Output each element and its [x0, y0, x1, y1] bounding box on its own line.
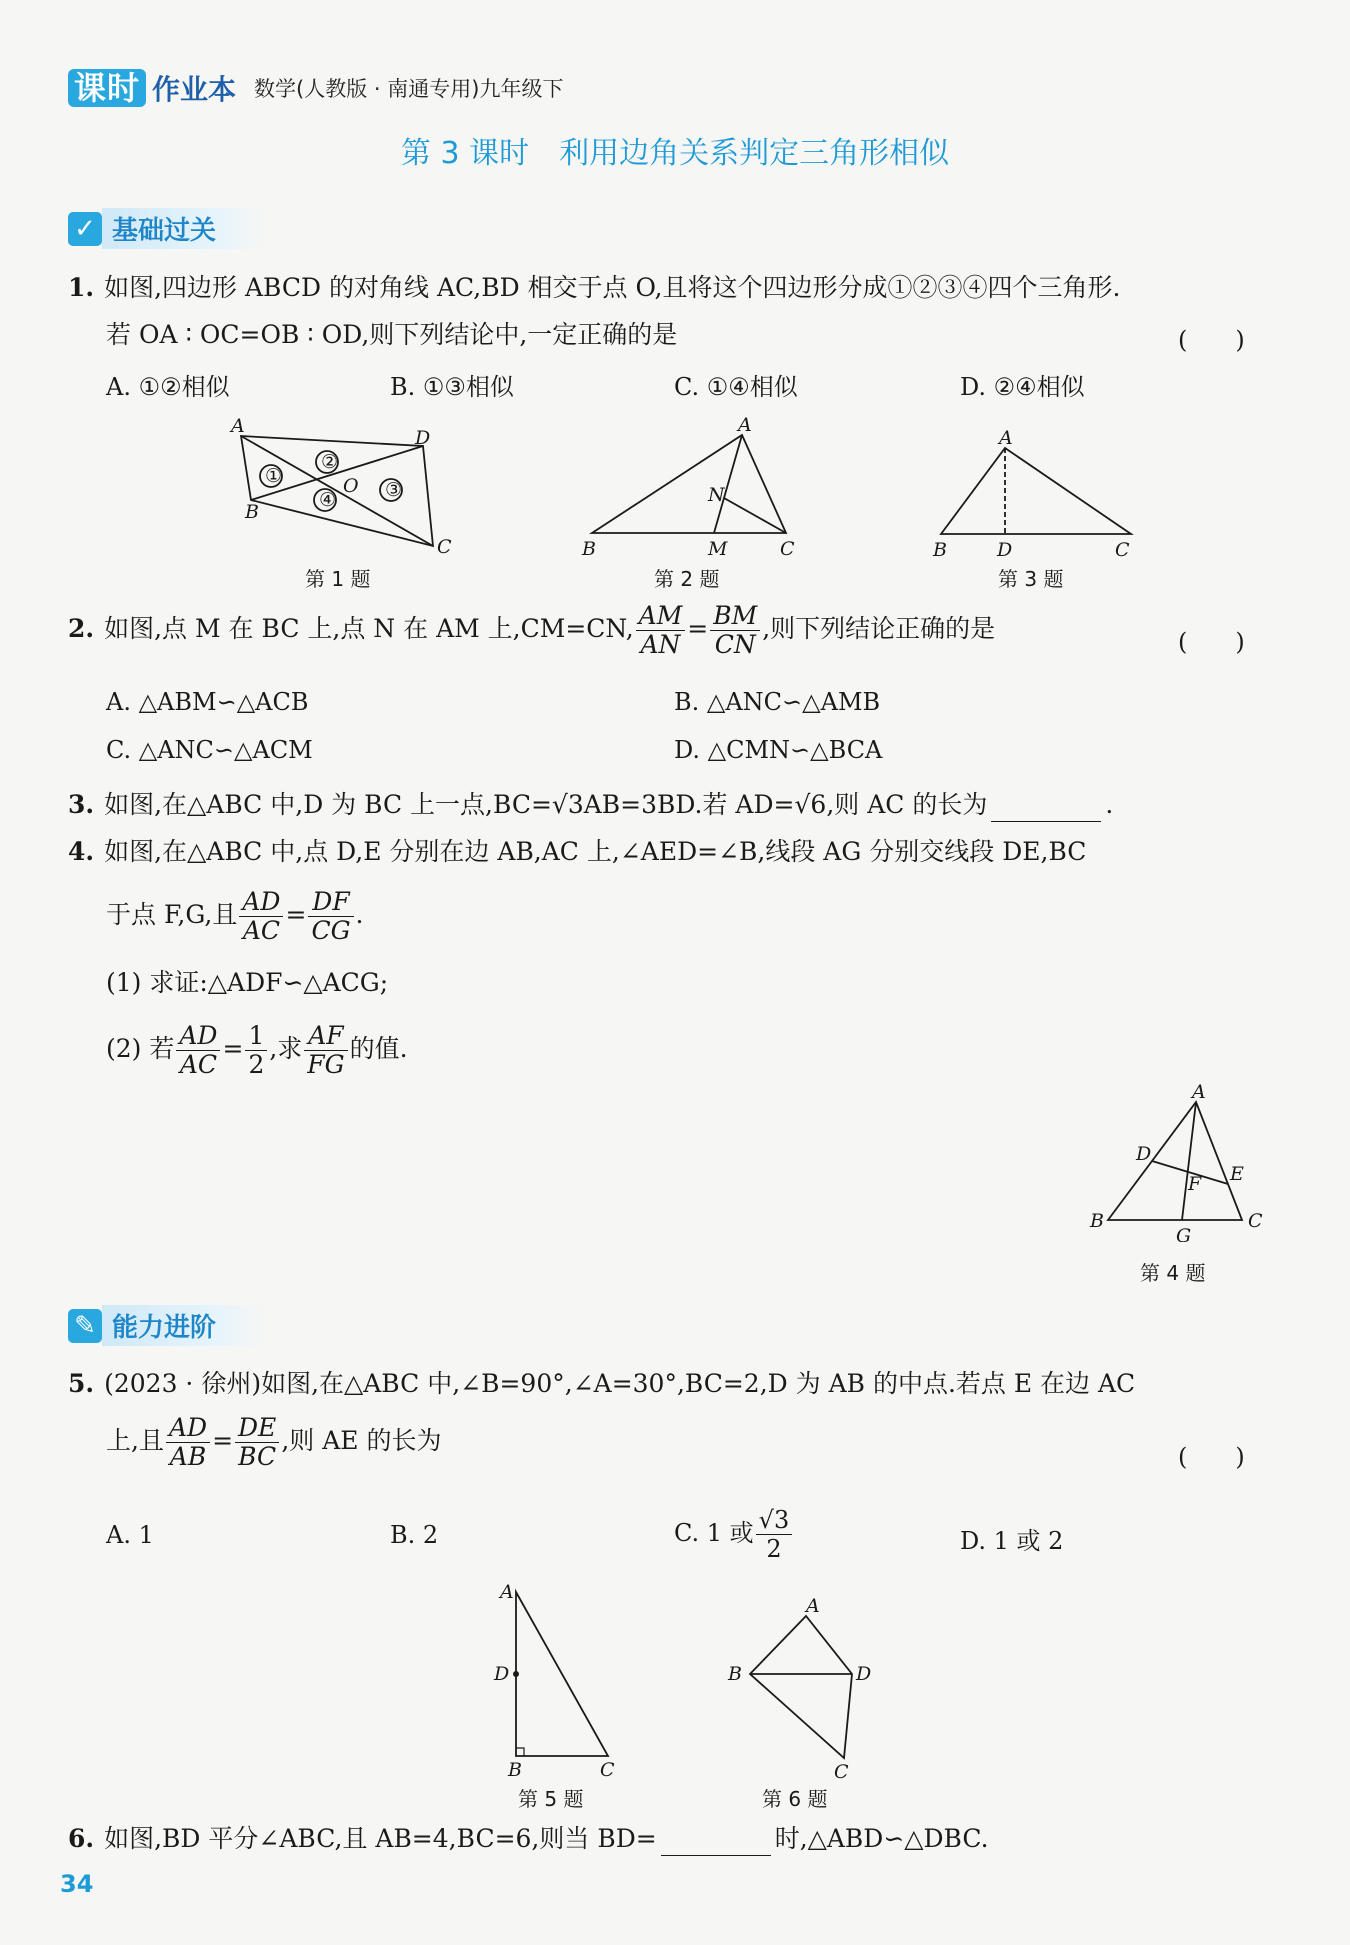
figure-4: [1080, 1082, 1270, 1242]
page-number: 34: [60, 1870, 94, 1898]
fraction-am-an: $\frac{AM}{AN}$: [636, 602, 686, 659]
q2-option-d: D. △CMN∽△BCA: [674, 736, 883, 764]
question-4-part-2: (2) 若 $\frac{AD}{AC}$ = $\frac{1}{2}$ ,求 $\frac{AF}{FG}$ 的值.: [106, 1021, 408, 1079]
label-b: B: [933, 539, 947, 561]
label-o: O: [343, 475, 359, 497]
question-number: 6.: [68, 1824, 95, 1853]
check-icon: ✓: [68, 212, 102, 246]
figure-1-caption: 第 1 题: [305, 567, 371, 591]
section-basic: [68, 208, 266, 249]
label-e: E: [1230, 1163, 1244, 1185]
answer-blank[interactable]: [661, 1829, 771, 1856]
question-number: 3.: [68, 790, 95, 819]
label-c: C: [437, 536, 452, 558]
label-a: A: [500, 1581, 514, 1603]
question-1-line1: 如图,四边形 ABCD 的对角线 AC,BD 相交于点 O,且将这个四边形分成①②③④四个三角形.: [104, 273, 1121, 302]
label-c: C: [780, 538, 795, 560]
question-number: 4.: [68, 837, 95, 866]
question-3-text: 如图,在△ABC 中,D 为 BC 上一点,BC=√3AB=3BD.若 AD=√6,则 AC 的长为: [104, 790, 988, 819]
label-n: N: [708, 484, 725, 506]
subject-label: 数学(人教版 · 南通专用)九年级下: [254, 77, 564, 101]
pencil-icon: ✎: [68, 1309, 102, 1343]
segment-ag: [1182, 1102, 1196, 1220]
question-number: 5.: [68, 1369, 95, 1398]
figure-5: [490, 1580, 630, 1780]
q2-option-b: B. △ANC∽△AMB: [674, 688, 881, 716]
q1-option-d: D. ②④相似: [960, 373, 1085, 401]
label-d: D: [856, 1663, 872, 1685]
figure-3: [925, 422, 1145, 562]
triangle-abc: [941, 448, 1131, 534]
right-angle-mark: [516, 1748, 524, 1756]
q1-option-a: A. ①②相似: [106, 373, 230, 401]
question-6-text: 如图,BD 平分∠ABC,且 AB=4,BC=6,则当 BD=: [104, 1824, 657, 1853]
label-b: B: [508, 1759, 522, 1780]
label-c: C: [834, 1761, 849, 1780]
figure-1: [225, 410, 465, 570]
label-d: D: [415, 427, 431, 449]
label-a: A: [738, 415, 752, 436]
triangle-abc: [1108, 1102, 1242, 1220]
question-4-line1: 如图,在△ABC 中,点 D,E 分别在边 AB,AC 上,∠AED=∠B,线段 AG 分别交线段 DE,BC: [104, 837, 1087, 866]
label-d: D: [494, 1663, 510, 1685]
answer-paren: ( ): [1178, 1443, 1245, 1471]
region-1: ①: [265, 465, 283, 487]
figure-2: [572, 415, 812, 565]
q1-option-c: C. ①④相似: [674, 373, 798, 401]
answer-paren: ( ): [1178, 628, 1245, 656]
label-a: A: [1192, 1082, 1206, 1103]
question-5-line1: (2023 · 徐州)如图,在△ABC 中,∠B=90°,∠A=30°,BC=2,D 为 AB 的中点.若点 E 在边 AC: [104, 1369, 1136, 1398]
q1-option-b: B. ①③相似: [390, 373, 514, 401]
label-d: D: [997, 539, 1013, 561]
section-basic-label: 基础过关: [102, 208, 266, 249]
q5-option-b: B. 2: [390, 1521, 439, 1549]
fraction-ad-ac: $\frac{AD}{AC}$: [176, 1022, 220, 1079]
point-d: [513, 1671, 519, 1677]
label-a: A: [999, 427, 1013, 449]
question-2-text-end: ,则下列结论正确的是: [762, 614, 996, 643]
answer-blank[interactable]: [991, 795, 1101, 822]
fraction-ad-ac: $\frac{AD}{AC}$: [239, 888, 283, 945]
section-advanced: [68, 1305, 266, 1346]
region-3: ③: [385, 479, 403, 501]
label-m: M: [708, 538, 728, 560]
fraction-df-cg: $\frac{DF}{CG}$: [308, 888, 353, 945]
fraction-ad-ab: $\frac{AD}{AB}$: [166, 1414, 210, 1471]
question-2: 2. 如图,点 M 在 BC 上,点 N 在 AM 上,CM=CN, $\frac{AM}{AN}$ = $\frac{BM}{CN}$ ,则下列结论正确的是: [68, 601, 996, 659]
region-4: ④: [319, 489, 337, 511]
question-4-part-1: (1) 求证:△ADF∽△ACG;: [106, 968, 389, 997]
label-d: D: [1136, 1143, 1152, 1165]
question-4: [68, 835, 1268, 869]
label-c: C: [1115, 539, 1130, 561]
figure-4-caption: 第 4 题: [1140, 1261, 1206, 1285]
brand-header: [68, 68, 563, 108]
answer-paren: ( ): [1178, 326, 1245, 354]
label-b: B: [582, 538, 596, 560]
question-1-line2: 若 OA ∶ OC=OB ∶ OD,则下列结论中,一定正确的是: [106, 320, 678, 349]
segment-cn: [724, 498, 786, 533]
label-a: A: [806, 1595, 820, 1617]
fraction-bm-cn: $\frac{BM}{CN}$: [710, 602, 760, 659]
question-2-text: 如图,点 M 在 BC 上,点 N 在 AM 上,CM=CN,: [104, 614, 634, 643]
region-2: ②: [321, 451, 339, 473]
triangle-abc: [516, 1592, 608, 1756]
question-5-line2: 上,且 $\frac{AD}{AB}$ = $\frac{DE}{BC}$ ,则 AE 的长为: [106, 1413, 442, 1471]
label-g: G: [1176, 1225, 1192, 1242]
figure-6-caption: 第 6 题: [762, 1787, 828, 1811]
question-1: [68, 271, 1268, 305]
label-b: B: [728, 1663, 742, 1685]
label-c: C: [600, 1759, 615, 1780]
label-b: B: [245, 501, 259, 523]
figure-6: [720, 1590, 880, 1780]
section-advanced-label: 能力进阶: [102, 1305, 266, 1346]
fraction-root3-2: $\frac{√3}{2}$: [756, 1506, 793, 1563]
figure-5-caption: 第 5 题: [518, 1787, 584, 1811]
figure-2-caption: 第 2 题: [654, 567, 720, 591]
figure-3-caption: 第 3 题: [998, 567, 1064, 591]
q5-option-a: A. 1: [106, 1521, 154, 1549]
fraction-de-bc: $\frac{DE}{BC}$: [235, 1414, 279, 1471]
label-c: C: [1248, 1210, 1263, 1232]
question-6: 6. 如图,BD 平分∠ABC,且 AB=4,BC=6,则当 BD= 时,△ABD∽△DBC.: [68, 1822, 1268, 1856]
label-b: B: [1090, 1210, 1104, 1232]
label-f: F: [1188, 1173, 1202, 1195]
brand-name: 作业本: [152, 73, 237, 106]
question-3: 3. 如图,在△ABC 中,D 为 BC 上一点,BC=√3AB=3BD.若 AD=√6,则 AC 的长为 .: [68, 788, 1268, 822]
question-number: 1.: [68, 273, 95, 302]
quadrilateral-abcd: [750, 1616, 852, 1758]
q2-option-c: C. △ANC∽△ACM: [106, 736, 313, 764]
fraction-one-half: $\frac{1}{2}$: [245, 1022, 267, 1079]
triangle-abc: [592, 435, 786, 533]
label-a: A: [231, 415, 245, 437]
q5-option-c: C. 1 或 $\frac{√3}{2}$: [674, 1506, 794, 1563]
q2-option-a: A. △ABM∽△ACB: [106, 688, 309, 716]
lesson-title: 第 3 课时 利用边角关系判定三角形相似: [400, 136, 950, 171]
fraction-af-fg: $\frac{AF}{FG}$: [304, 1022, 347, 1079]
question-5: [68, 1367, 1278, 1401]
question-4-line2: 于点 F,G,且 $\frac{AD}{AC}$ = $\frac{DF}{CG}$ .: [106, 887, 364, 945]
q5-option-d: D. 1 或 2: [960, 1527, 1064, 1555]
question-number: 2.: [68, 614, 95, 643]
brand-logo: 课时: [68, 69, 146, 107]
